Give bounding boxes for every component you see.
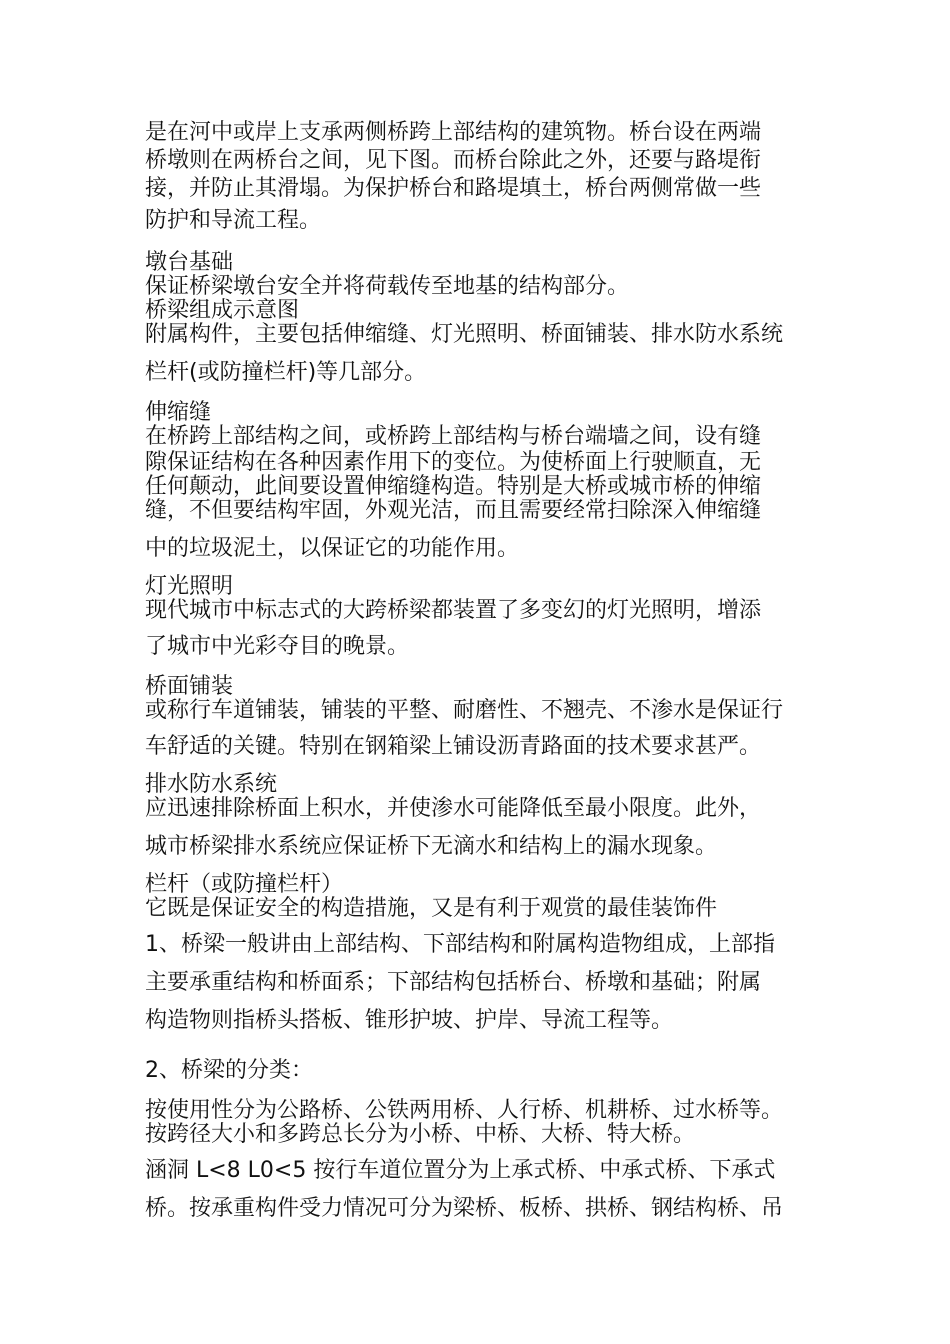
text-line: 应迅速排除桥面上积水，并使渗水可能降低至最小限度。此外， xyxy=(145,796,762,821)
text-line: 现代城市中标志式的大跨桥梁都装置了多变幻的灯光照明，增添 xyxy=(145,598,762,623)
text-line: 按跨径大小和多跨总长分为小桥、中桥、大桥、特大桥。 xyxy=(145,1122,696,1147)
text-line: 桥墩则在两桥台之间，见下图。而桥台除此之外，还要与路堤衔 xyxy=(145,148,762,173)
text-line: 或称行车道铺装，铺装的平整、耐磨性、不翘壳、不渗水是保证行 xyxy=(145,698,784,723)
text-line: 在桥跨上部结构之间，或桥跨上部结构与桥台端墙之间，设有缝 xyxy=(145,424,762,449)
text-line: 车舒适的关键。特别在钢箱梁上铺设沥青路面的技术要求甚严。 xyxy=(145,734,762,759)
text-line: 主要承重结构和桥面系；下部结构包括桥台、桥墩和基础；附属 xyxy=(145,970,762,995)
text-line: 防护和导流工程。 xyxy=(145,208,322,233)
text-line: 中的垃圾泥土，以保证它的功能作用。 xyxy=(145,536,520,561)
section-heading: 伸缩缝 xyxy=(145,400,212,425)
text-line: 任何颠动，此间要设置伸缩缝构造。特别是大桥或城市桥的伸缩 xyxy=(145,474,762,499)
text-line: 构造物则指桥头搭板、锥形护坡、护岸、导流工程等。 xyxy=(145,1008,674,1033)
section-heading: 栏杆（或防撞栏杆） xyxy=(145,872,344,897)
text-line: 附属构件，主要包括伸缩缝、灯光照明、桥面铺装、排水防水系统 xyxy=(145,322,784,347)
text-line: 桥。按承重构件受力情况可分为梁桥、板桥、拱桥、钢结构桥、吊 xyxy=(145,1196,784,1221)
text-line: 按使用性分为公路桥、公铁两用桥、人行桥、机耕桥、过水桥等。 xyxy=(145,1098,784,1123)
text-line: 是在河中或岸上支承两侧桥跨上部结构的建筑物。桥台设在两端 xyxy=(145,120,762,145)
section-heading: 2、桥梁的分类： xyxy=(145,1058,313,1083)
text-line: 城市桥梁排水系统应保证桥下无滴水和结构上的漏水现象。 xyxy=(145,834,718,859)
text-line: 它既是保证安全的构造措施，又是有利于观赏的最佳装饰件 xyxy=(145,896,718,921)
section-heading: 排水防水系统 xyxy=(145,772,278,797)
text-line: 保证桥梁墩台安全并将荷载传至地基的结构部分。 xyxy=(145,274,630,299)
section-heading: 灯光照明 xyxy=(145,574,234,599)
text-line: 接，并防止其滑塌。为保护桥台和路堤填土，桥台两侧常做一些 xyxy=(145,176,762,201)
text-line: 隙保证结构在各种因素作用下的变位。为使桥面上行驶顺直，无 xyxy=(145,450,762,475)
section-heading: 桥梁组成示意图 xyxy=(145,298,300,323)
text-line: 1、桥梁一般讲由上部结构、下部结构和附属构造物组成，上部指 xyxy=(145,932,775,957)
text-line: 栏杆(或防撞栏杆)等几部分。 xyxy=(145,360,427,385)
section-heading: 桥面铺装 xyxy=(145,674,234,699)
section-heading: 墩台基础 xyxy=(145,250,234,275)
text-line: 缝，不但要结构牢固，外观光洁，而且需要经常扫除深入伸缩缝 xyxy=(145,498,762,523)
text-line: 涵洞 L<8 L0<5 按行车道位置分为上承式桥、中承式桥、下承式 xyxy=(145,1158,776,1183)
text-line: 了城市中光彩夺目的晚景。 xyxy=(145,634,410,659)
